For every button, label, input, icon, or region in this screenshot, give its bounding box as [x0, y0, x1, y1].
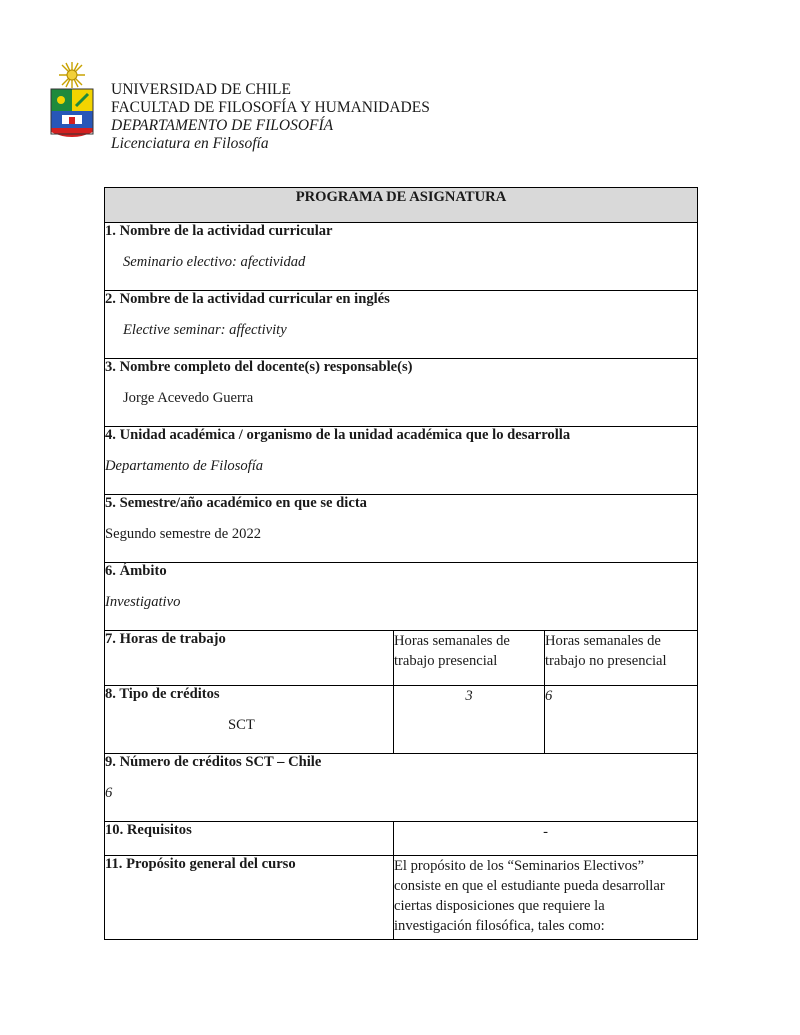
- program-name: Licenciatura en Filosofía: [111, 135, 269, 152]
- credit-type-value: SCT: [228, 717, 255, 733]
- presencial-hours-value: 3: [394, 686, 545, 754]
- section-label: 9. Número de créditos SCT – Chile: [105, 754, 322, 770]
- semester-value: Segundo semestre de 2022: [105, 526, 262, 542]
- activity-name-value: Seminario electivo: afectividad: [123, 254, 306, 270]
- scope-value: Investigativo: [105, 594, 181, 610]
- university-name: UNIVERSIDAD DE CHILE: [111, 81, 291, 98]
- table-title-cell: [105, 188, 698, 223]
- university-crest-icon: [48, 62, 96, 140]
- department-name: DEPARTAMENTO DE FILOSOFÍA: [111, 117, 334, 134]
- institution-header: [111, 81, 430, 153]
- section-activity-name-english: [105, 291, 698, 359]
- col-header-no-presencial: Horas semanales de trabajo no presencial: [545, 631, 698, 686]
- section-label: 4. Unidad académica / organismo de la unidad académica que lo desarrolla: [105, 427, 571, 443]
- section-label: 11. Propósito general del curso: [105, 856, 296, 872]
- section-requirements: [105, 822, 394, 856]
- section-course-purpose: [105, 856, 394, 940]
- section-scope: [105, 563, 698, 631]
- activity-name-english-value: Elective seminar: affectivity: [123, 322, 287, 338]
- section-activity-name: [105, 223, 698, 291]
- section-label: 8. Tipo de créditos: [105, 686, 220, 702]
- instructor-value: Jorge Acevedo Guerra: [123, 390, 254, 406]
- no-presencial-hours-value: 6: [545, 686, 698, 754]
- academic-unit-value: Departamento de Filosofía: [105, 458, 264, 474]
- section-instructor: [105, 359, 698, 427]
- faculty-name: FACULTAD DE FILOSOFÍA Y HUMANIDADES: [111, 99, 430, 116]
- section-credit-type: [105, 686, 394, 754]
- credit-count-value: 6: [105, 785, 113, 801]
- section-credit-count: [105, 754, 698, 822]
- table-title: PROGRAMA DE ASIGNATURA: [295, 189, 507, 205]
- course-program-table: [104, 187, 698, 940]
- section-label: 3. Nombre completo del docente(s) responsable(s): [105, 359, 413, 375]
- section-label: 2. Nombre de la actividad curricular en inglés: [105, 291, 390, 307]
- section-semester: [105, 495, 698, 563]
- university-logo: [48, 62, 96, 140]
- course-purpose-value: El propósito de los “Seminarios Electivos” consiste en que el estudiante pueda desarrollar ciertas disposiciones que requiere la investigación filosófica, tales como:: [394, 856, 698, 940]
- section-label: 6. Ámbito: [105, 563, 167, 579]
- section-label: 1. Nombre de la actividad curricular: [105, 223, 333, 239]
- section-label: 10. Requisitos: [105, 822, 192, 838]
- requirements-value: -: [394, 822, 698, 856]
- col-header-presencial: Horas semanales de trabajo presencial: [394, 631, 545, 686]
- section-label: 7. Horas de trabajo: [105, 631, 226, 647]
- section-academic-unit: [105, 427, 698, 495]
- section-label: 5. Semestre/año académico en que se dicta: [105, 495, 367, 511]
- section-work-hours: [105, 631, 394, 686]
